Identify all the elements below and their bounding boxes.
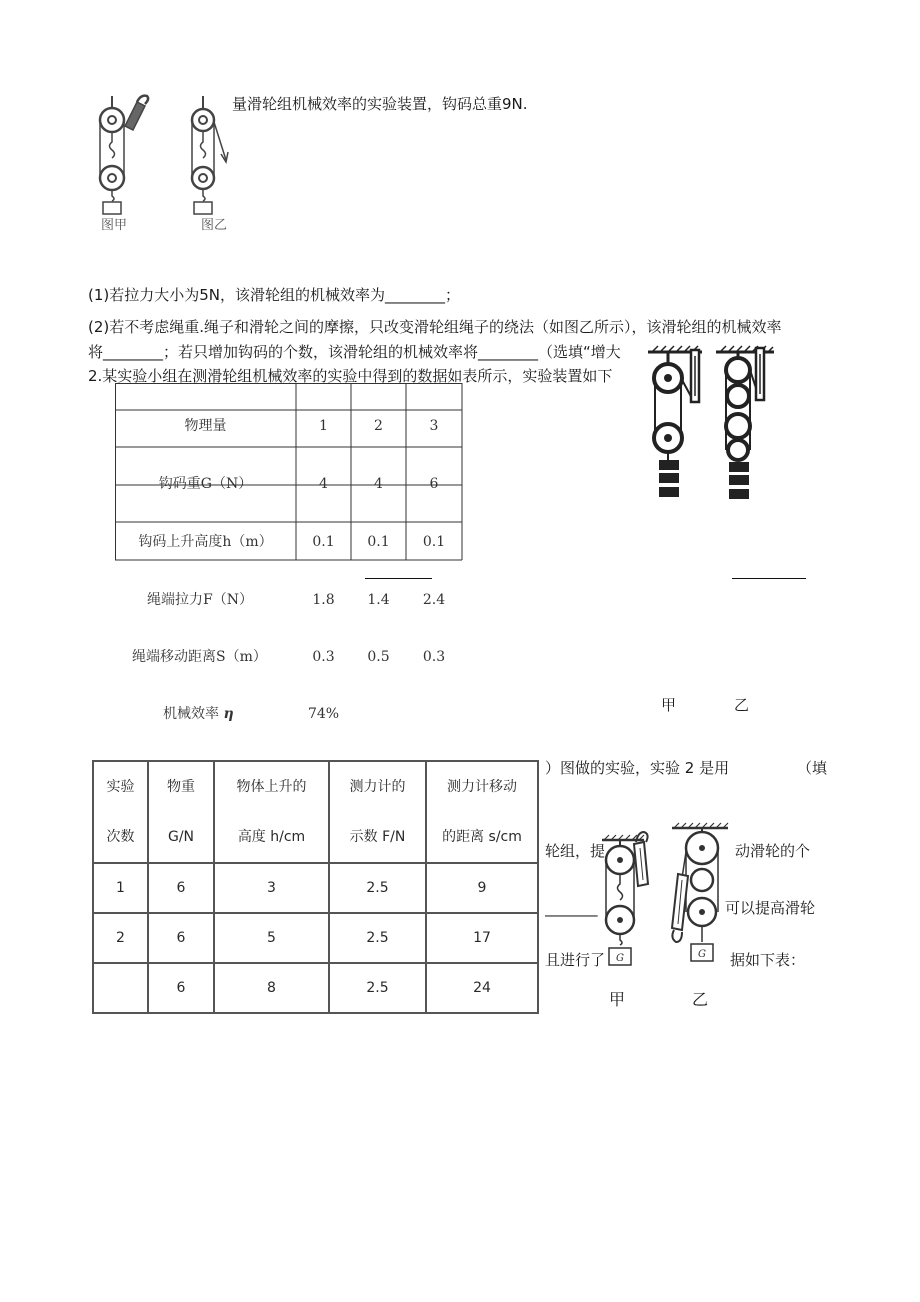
weight-block <box>103 202 121 214</box>
problem-2-stem: 2.某实验小组在测滑轮组机械效率的实验中得到的数据如表所示，实验装置如下 <box>88 367 613 385</box>
cell-height: 8 <box>214 963 329 1013</box>
movable-pulley <box>100 166 124 190</box>
cell-weight-3: 6 <box>429 476 439 492</box>
cell-weight: 6 <box>148 913 214 963</box>
cell-efficiency-1: 74% <box>307 706 340 722</box>
answer-blank-line <box>732 578 806 579</box>
figure-label-yi: 乙 <box>692 990 709 1009</box>
cell-height-2: 0.1 <box>367 534 390 550</box>
row-label-height: 钩码上升高度h（m） <box>138 534 273 550</box>
cell-force-3: 2.4 <box>422 592 446 608</box>
header-scale-reading <box>329 761 426 863</box>
row-label-force: 绳端拉力F（N） <box>147 592 253 608</box>
side-text-4b: 据如下表： <box>730 951 806 969</box>
figure-label-jia: 甲 <box>609 990 626 1009</box>
cell-trial: 1 <box>93 863 148 913</box>
hook <box>201 131 206 158</box>
weight-stack <box>659 460 679 497</box>
table-header-row <box>93 761 538 863</box>
header-scale-distance <box>426 761 538 863</box>
cell-force-1: 1.8 <box>312 592 335 608</box>
spring-scale <box>125 102 145 130</box>
efficiency-label: 机械效率 <box>163 706 219 722</box>
cell-weight: 6 <box>148 863 214 913</box>
question-1: (1)若拉力大小为5N，该滑轮组的机械效率为________； <box>88 286 461 304</box>
cell-weight-1: 4 <box>319 476 328 492</box>
cell-trial <box>93 963 148 1013</box>
question-2-line-1: (2)若不考虑绳重.绳子和滑轮之间的摩擦，只改变滑轮组绳子的绕法（如图乙所示），该滑轮组的机械效率 <box>88 318 782 336</box>
header-line: 高度 h/cm <box>237 829 306 845</box>
weight-stack <box>729 462 749 499</box>
row-label-distance: 绳端移动距离S（m） <box>132 649 267 665</box>
header-line: 示数 F/N <box>349 829 406 845</box>
cell-force: 2.5 <box>329 913 426 963</box>
hook <box>110 132 115 158</box>
cell-height-1: 0.1 <box>312 534 335 550</box>
header-rise-height <box>214 761 329 863</box>
figure-label-jia: 甲 <box>661 696 677 714</box>
side-text-4a: 且进行了 <box>545 951 605 969</box>
header-line: 实验 <box>106 779 135 795</box>
cell-distance-2: 0.5 <box>367 649 390 665</box>
intro-text: 量滑轮组机械效率的实验装置，钩码总重9N. <box>232 95 528 113</box>
weight-block <box>194 202 212 214</box>
header-trial-number <box>93 761 148 863</box>
cell-distance-3: 0.3 <box>422 649 446 665</box>
cell-trial: 2 <box>93 913 148 963</box>
cell-distance: 9 <box>426 863 538 913</box>
experiment-data-table <box>92 760 539 1014</box>
answer-blank-line <box>365 578 432 579</box>
efficiency-symbol: η <box>223 706 234 722</box>
cell-distance: 17 <box>426 913 538 963</box>
figure-label-yi: 乙 <box>734 696 750 714</box>
question-2-line-2: 将________；若只增加钩码的个数，该滑轮组的机械效率将________（选填“增大 <box>88 343 621 361</box>
fixed-pulley <box>691 869 713 891</box>
hand-icon <box>672 930 682 942</box>
figure-label-yi: 图乙 <box>201 218 228 233</box>
pulley-setup-jia <box>602 832 648 965</box>
pulley-figure-right-bottom <box>598 822 738 974</box>
side-text-1a: ）图做的实验，实验 2 是用 <box>545 759 730 777</box>
movable-pulley <box>192 167 214 189</box>
hook <box>618 874 623 900</box>
header-line: 物重 <box>167 779 195 795</box>
cell-weight-2: 4 <box>374 476 383 492</box>
header-weight <box>148 761 214 863</box>
cell-height: 5 <box>214 913 329 963</box>
cell-force: 2.5 <box>329 863 426 913</box>
row-label-weight: 钩码重G（N） <box>158 476 253 492</box>
side-text-2b: 动滑轮的个 <box>735 842 811 860</box>
fixed-pulley <box>100 108 124 132</box>
table-row <box>93 913 538 963</box>
header-line: 的距离 s/cm <box>442 829 522 845</box>
row-label-efficiency <box>163 704 283 724</box>
header-line: 测力计的 <box>349 779 406 795</box>
side-text-3b: 可以提高滑轮 <box>725 899 816 917</box>
pulley-figure-right-top <box>640 340 780 505</box>
header-line: 测力计移动 <box>447 779 517 795</box>
pulley-setup-yi <box>672 823 728 961</box>
pulley-setup-jia <box>100 96 148 214</box>
side-text-3a: _______ <box>545 899 598 917</box>
ceiling <box>672 823 728 828</box>
figure-label-jia: 图甲 <box>101 218 128 233</box>
weight-label: G <box>698 949 706 960</box>
fixed-pulley <box>192 109 214 131</box>
cell-height-3: 0.1 <box>422 534 446 550</box>
side-text-2a: 轮组，提 <box>545 842 605 860</box>
pulley-figure-top <box>95 92 245 218</box>
cell-force: 2.5 <box>329 963 426 1013</box>
table-header-trial-2: 2 <box>374 418 383 434</box>
cell-distance: 24 <box>426 963 538 1013</box>
table-header-trial-1: 1 <box>319 418 328 434</box>
header-line: G/N <box>167 829 195 845</box>
cell-distance-1: 0.3 <box>312 649 335 665</box>
weight-label: G <box>616 953 624 964</box>
side-text-1b: （填 <box>797 759 828 777</box>
header-line: 次数 <box>106 829 135 845</box>
table-row <box>93 863 538 913</box>
table-row <box>93 963 538 1013</box>
header-line: 物体上升的 <box>236 779 307 795</box>
cell-weight: 6 <box>148 963 214 1013</box>
cell-force-2: 1.4 <box>367 592 390 608</box>
table-header-trial-3: 3 <box>429 418 439 434</box>
table-header-label: 物理量 <box>184 418 227 434</box>
cell-height: 3 <box>214 863 329 913</box>
pulley-setup-yi <box>192 96 228 214</box>
